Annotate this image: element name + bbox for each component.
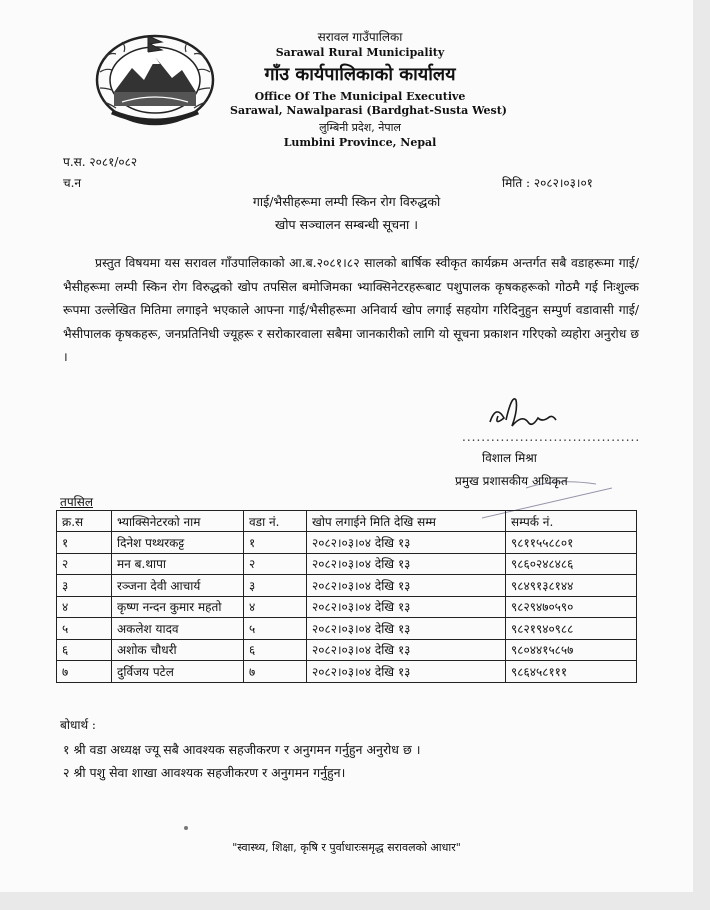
cell-serial: १ <box>57 532 112 554</box>
cell-contact: ९८११५५८८०१ <box>506 532 637 554</box>
cell-dates: २०८२।०३।०४ देखि १३ <box>307 639 506 661</box>
cell-name: मन ब.थापा <box>112 553 244 575</box>
table-row <box>57 639 637 661</box>
municipality-name-nepali: सरावल गाउँपालिका <box>317 30 403 44</box>
body-text: प्रस्तुत विषयमा यस सरावल गाँउपालिकाको आ.ब.२०८१।८२ सालको बार्षिक स्वीकृत कार्यक्रम अन्तर्गत सबै वडाहरूमा गाई/भैसीहरूमा लम्पी स्किन रोग विरुद्धको खोप तपसिल बमोजिमका भ्याक्सिनेटरहरूबाट पशुपालक कृषकहरूको गोठमै गई निःशुल्क रूपमा उल्लेखित मितिमा लगाइने भएकाले आफ्ना गाई/भैसीहरूमा अनिवार्य खोप लगाई सहयोग गरिदिनुहुन सम्पुर्ण वडावासी गाई/भैसीपालक कृषकहरू, जनप्रतिनिधी ज्यूहरू र सरोकारवाला सबैमा जानकारीको लागि यो सूचना प्रकाशन गरिएको व्यहोरा अनुरोध छ । <box>63 256 639 364</box>
cell-dates: २०८२।०३।०४ देखि १३ <box>307 618 506 640</box>
office-title-english: Office Of The Municipal Executive <box>254 90 466 103</box>
table-row <box>57 532 637 554</box>
header-vaccinator-name: भ्याक्सिनेटरको नाम <box>112 511 244 532</box>
table-row <box>57 575 637 597</box>
cell-ward: ४ <box>244 596 307 618</box>
province-english: Lumbini Province, Nepal <box>283 136 437 149</box>
cell-ward: ७ <box>244 661 307 683</box>
cell-ward: २ <box>244 553 307 575</box>
signature-line: ..................................... <box>462 430 641 444</box>
cell-contact: ९८२१९४०९८८ <box>506 618 637 640</box>
cell-name: रञ्जना देवी आचार्य <box>112 575 244 597</box>
subject-line-2: खोप सञ्चालन सम्बन्धी सूचना । <box>275 217 418 232</box>
header-vaccination-dates: खोप लगाईने मिति देखि सम्म <box>307 511 506 532</box>
dispatch-number: च.न <box>63 176 82 190</box>
cell-dates: २०८२।०३।०४ देखि १३ <box>307 661 506 683</box>
cell-contact: ९८०४४१५८५७ <box>506 639 637 661</box>
cell-dates: २०८२।०३।०४ देखि १३ <box>307 532 506 554</box>
scan-edge-right <box>693 0 710 910</box>
scan-edge-bottom <box>0 892 710 910</box>
municipality-logo-emblem <box>92 28 218 128</box>
cell-ward: ५ <box>244 618 307 640</box>
table-row <box>57 661 637 683</box>
header-ward-no: वडा नं. <box>244 511 307 532</box>
cell-contact: ९८४९१३८१४४ <box>506 575 637 597</box>
cell-contact: ९८६४५८१११ <box>506 661 637 683</box>
body-paragraph <box>63 252 639 370</box>
cell-ward: १ <box>244 532 307 554</box>
cell-contact: ९८६०२४८४८६ <box>506 553 637 575</box>
municipality-name-english: Sarawal Rural Municipality <box>275 46 445 59</box>
notes-heading: बोधार्थ : <box>60 718 96 732</box>
province-nepali: लुम्बिनी प्रदेश, नेपाल <box>319 121 401 134</box>
letter-date: मिति : २०८२।०३।०१ <box>502 176 593 190</box>
table-row <box>57 553 637 575</box>
cell-name: कृष्ण नन्दन कुमार महतो <box>112 596 244 618</box>
table-header-row <box>57 511 637 532</box>
cell-serial: ३ <box>57 575 112 597</box>
cell-name: अकलेश यादव <box>112 618 244 640</box>
cell-dates: २०८२।०३।०४ देखि १३ <box>307 596 506 618</box>
signatory-title: प्रमुख प्रशासकीय अधिकृत <box>455 474 568 488</box>
cell-serial: ७ <box>57 661 112 683</box>
cell-name: दिनेश पथ्थरकट्ट <box>112 532 244 554</box>
cell-ward: ३ <box>244 575 307 597</box>
note-item-2: २ श्री पशु सेवा शाखा आवश्यक सहजीकरण र अनुगमन गर्नुहुन। <box>63 765 346 780</box>
cell-serial: ४ <box>57 596 112 618</box>
stray-mark <box>184 826 188 830</box>
table-row <box>57 596 637 618</box>
cell-serial: ६ <box>57 639 112 661</box>
reference-number: प.स. २०८१/०८२ <box>63 155 138 169</box>
header-serial: क्र.स <box>57 511 112 532</box>
cell-serial: २ <box>57 553 112 575</box>
cell-contact: ९८२९४७०५९० <box>506 596 637 618</box>
cell-name: अशोक चौधरी <box>112 639 244 661</box>
cell-serial: ५ <box>57 618 112 640</box>
cell-dates: २०८२।०३।०४ देखि १३ <box>307 575 506 597</box>
footer-slogan: "स्वास्थ्य, शिक्षा, कृषि र पुर्वाधारःसमृद्ध सरावलको आधार" <box>232 841 461 854</box>
note-item-1: १ श्री वडा अध्यक्ष ज्यू सबै आवश्यक सहजीकरण र अनुगमन गर्नुहुन अनुरोध छ । <box>63 742 421 757</box>
header-contact-no: सम्पर्क नं. <box>506 511 637 532</box>
table-caption: तपसिल <box>60 495 94 509</box>
office-address-english: Sarawal, Nawalparasi (Bardghat-Susta West) <box>230 104 508 117</box>
cell-name: दुर्विजय पटेल <box>112 661 244 683</box>
cell-ward: ६ <box>244 639 307 661</box>
table-row <box>57 618 637 640</box>
vaccinator-table <box>56 510 637 683</box>
office-title-nepali: गाँउ कार्यपालिकाको कार्यालय <box>264 64 456 85</box>
cell-dates: २०८२।०३।०४ देखि १३ <box>307 553 506 575</box>
signatory-name: विशाल मिश्रा <box>482 451 537 465</box>
subject-line-1: गाई/भैसीहरूमा लम्पी स्किन रोग विरुद्धको <box>252 194 441 209</box>
